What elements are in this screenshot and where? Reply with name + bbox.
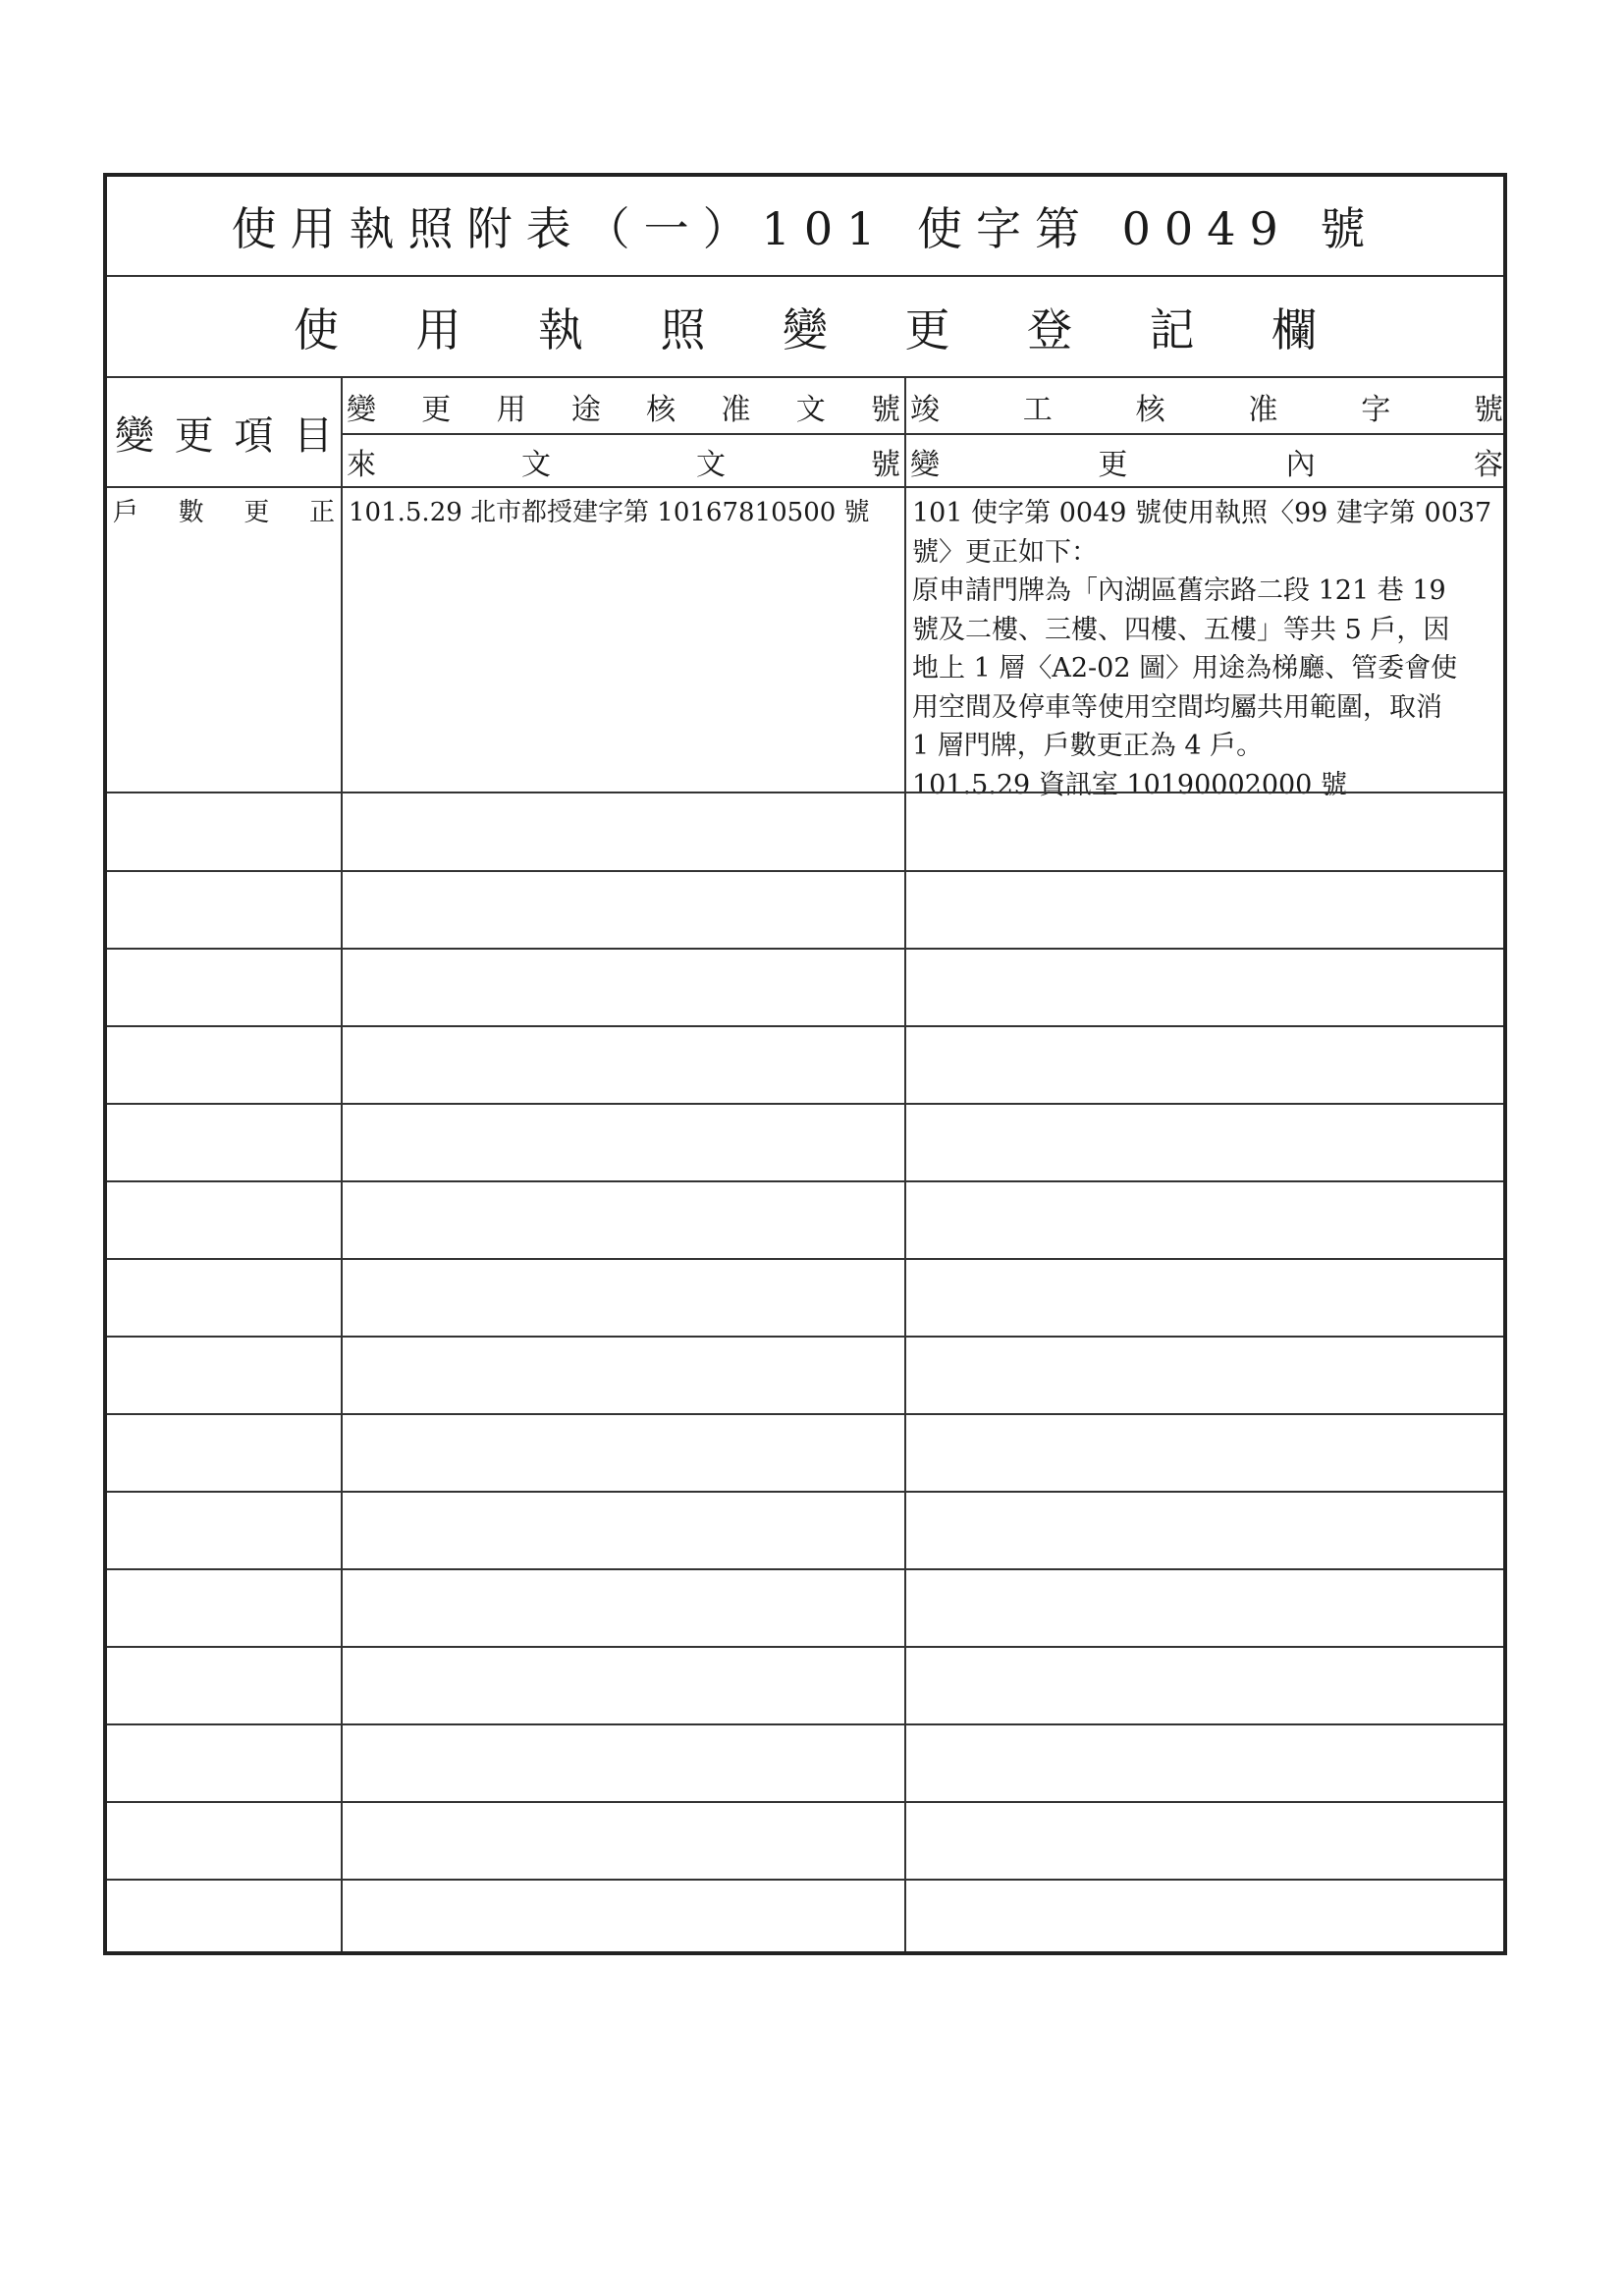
header-char: 更 bbox=[421, 393, 452, 427]
header-char: 工 bbox=[1022, 393, 1053, 427]
header-char: 來 bbox=[347, 448, 376, 482]
table-row-divider bbox=[107, 1801, 1503, 1803]
header-char: 變 bbox=[115, 413, 154, 459]
header-char: 文 bbox=[521, 448, 551, 482]
form-subtitle-row bbox=[107, 277, 1503, 378]
table-row-divider bbox=[107, 1491, 1503, 1493]
row-change-content bbox=[906, 488, 1511, 810]
table-row-divider bbox=[107, 1879, 1503, 1881]
form-title-row bbox=[107, 177, 1503, 277]
table-row-divider bbox=[107, 1336, 1503, 1338]
subtitle-char: 照 bbox=[660, 302, 706, 356]
header-incoming-doc-no bbox=[343, 440, 904, 483]
header-divider bbox=[341, 433, 1503, 435]
content-line: 101.5.29 資訊室 10190002000 號 bbox=[912, 769, 1347, 800]
header-change-content bbox=[906, 440, 1507, 483]
content-line: 1 層門牌，戶數更正為 4 戶。 bbox=[912, 731, 1264, 761]
content-line: 地上 1 層〈A2-02 圖〉用途為梯廳、管委會使 bbox=[912, 653, 1458, 683]
table-row-divider bbox=[107, 1723, 1503, 1725]
subtitle-char: 用 bbox=[415, 302, 461, 356]
header-char: 號 bbox=[870, 393, 900, 427]
header-char: 項 bbox=[234, 413, 274, 459]
content-line: 原申請門牌為「內湖區舊宗路二段 121 巷 19 bbox=[912, 575, 1446, 606]
subtitle-char: 變 bbox=[783, 302, 828, 356]
table-row-divider bbox=[107, 1180, 1503, 1182]
cell-char: 戶 bbox=[113, 498, 139, 527]
header-change-use-approval-no bbox=[343, 385, 904, 428]
table-row-divider bbox=[107, 1568, 1503, 1570]
table-row-divider bbox=[107, 948, 1503, 950]
header-change-item bbox=[107, 405, 341, 461]
header-char: 准 bbox=[721, 393, 751, 427]
header-completion-approval-no bbox=[906, 385, 1507, 428]
header-char: 內 bbox=[1285, 448, 1316, 482]
cell-char: 數 bbox=[178, 498, 204, 527]
content-line: 號〉更正如下： bbox=[912, 536, 1098, 568]
header-char: 變 bbox=[910, 448, 940, 482]
header-char: 竣 bbox=[910, 393, 940, 427]
row-change-item bbox=[107, 492, 341, 528]
header-char: 准 bbox=[1248, 393, 1278, 427]
usage-permit-form bbox=[103, 173, 1507, 1955]
subtitle-char: 登 bbox=[1027, 302, 1072, 356]
table-row-divider bbox=[107, 870, 1503, 872]
header-char: 文 bbox=[795, 393, 826, 427]
table-row-divider bbox=[107, 1258, 1503, 1260]
header-char: 號 bbox=[871, 448, 900, 482]
subtitle-char: 使 bbox=[294, 302, 339, 356]
header-char: 號 bbox=[1473, 393, 1503, 427]
header-char: 核 bbox=[646, 393, 676, 427]
table-row-divider bbox=[107, 1103, 1503, 1105]
content-line: 101 使字第 0049 號使用執照〈99 建字第 0037 bbox=[912, 498, 1492, 528]
header-char: 目 bbox=[293, 413, 333, 459]
header-char: 途 bbox=[570, 393, 601, 427]
subtitle-char: 欄 bbox=[1271, 302, 1317, 356]
form-subtitle bbox=[107, 295, 1503, 359]
table-row-divider bbox=[107, 1025, 1503, 1027]
cell-char: 更 bbox=[243, 498, 270, 527]
cell-char: 正 bbox=[308, 498, 335, 527]
header-char: 更 bbox=[174, 413, 214, 459]
header-char: 文 bbox=[696, 448, 726, 482]
header-char: 容 bbox=[1473, 448, 1503, 482]
header-char: 變 bbox=[347, 393, 376, 427]
header-char: 字 bbox=[1361, 393, 1391, 427]
table-row-divider bbox=[107, 1646, 1503, 1648]
header-char: 用 bbox=[496, 393, 526, 427]
table-row-divider bbox=[107, 792, 1503, 793]
subtitle-char: 記 bbox=[1149, 302, 1195, 356]
subtitle-char: 更 bbox=[904, 302, 950, 356]
form-title: 使用執照附表（一）101 使字第 0049 號 bbox=[231, 202, 1380, 255]
content-line: 號及二樓、三樓、四樓、五樓」等共 5 戶，因 bbox=[912, 614, 1450, 645]
column-divider bbox=[341, 378, 343, 1951]
subtitle-char: 執 bbox=[538, 302, 583, 356]
content-line: 用空間及停車等使用空間均屬共用範圍，取消 bbox=[912, 691, 1442, 723]
header-char: 更 bbox=[1098, 448, 1128, 482]
row-document-no: 101.5.29 北市都授建字第 10167810500 號 bbox=[349, 498, 870, 527]
header-char: 核 bbox=[1135, 393, 1165, 427]
table-row-divider bbox=[107, 1413, 1503, 1415]
